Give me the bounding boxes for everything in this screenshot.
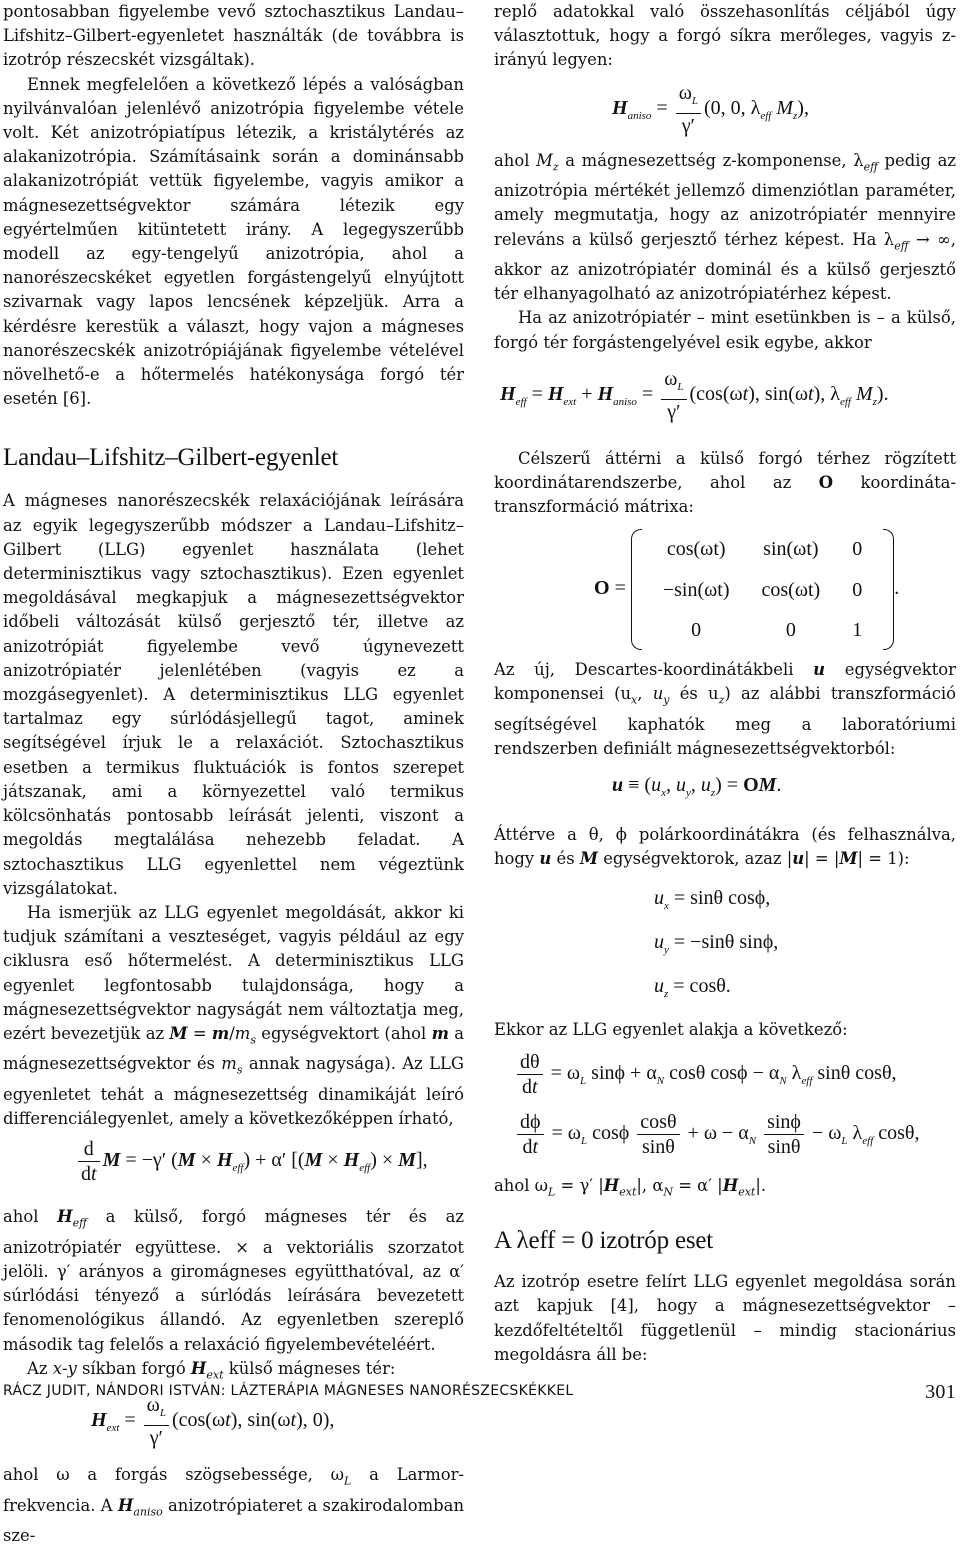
matrix-cell: cos(ωt): [666, 538, 726, 561]
matrix-cell: sin(ωt): [763, 538, 819, 561]
paragraph: ahol $M_z$ a mágnesezettség z-komponense, $\lambda_{eff}$ pedig az anizotrópia mértékét jellemző dimenziótlan paraméter, amely megmutatja, hogy az anizotrópiatér mennyire releváns a külső gerjesztő térhez képest. Ha $\lambda_{eff}$ → ∞, akkor az anizotrópiatér dominál és a külső gerjesztő tér elhanyagolható az anizotrópiatérhez képest.: [494, 150, 956, 304]
section-heading: A λeff = 0 izotróp eset: [494, 1227, 714, 1255]
page-number: 301: [925, 1381, 956, 1403]
paragraph: Ennek megfelelően a következő lépés a valóságban nyilvánvalóan jelenlévő anizotrópia figyelembe vétele volt. Két anizotrópiatípus létezik, a kristálytérés az alakanizotrópia. Számításaink során a dominánsabb alakanizotrópiát vettük figyelembe, vagyis amikor a mágnesezettségvektor számára létezik egy egyértelműen kitüntetett irány. A legegyszerűbb modell az egy-tengelyű anizotrópia, ahol a nanorészecskéket egyetlen forgástengelyű elnyújtott szivarnak vagy lapos lencsének képzeljük. Arra a kérdésre kerestük a választ, hogy vajon a mágneses nanorészecskék anizotrópiájának figyelembe vételével növelhető-e a hőtermelés hatékonysága forgó tér esetén [6].: [3, 74, 464, 409]
matrix-cell: −sin(ωt): [662, 578, 730, 601]
matrix-cell: 1: [852, 618, 863, 641]
paragraph: Célszerű áttérni a külső forgó térhez rögzített koordinátarendszerbe, ahol az O koordináta-transzformáció mátrixa:: [494, 448, 956, 517]
paragraph: Áttérve a θ, ϕ polárkoordinátákra (és felhasználva, hogy u és M egységvektorok, azaz |u| = |M| = 1):: [494, 825, 956, 869]
paragraph: A mágneses nanorészecskék relaxációjának leírására az egyik legegyszerűbb módszer a Landau–Lifshitz–Gilbert (LLG) egyenlet használata (lehet determinisztikus vagy sztochasztikus). Ezen egyenlet megoldásával megkapjuk a mágnesezettségvektor időbeli változását külső gerjesztő tér, illetve az anizotrópiát figyelembe vevő úgynevezett anizotrópiatér jelenlétében (vagyis ez a mozgásegyenlet). A determinisztikus LLG egyenlet tartalmaz egy súrlódásjellegű tagot, aminek segítségével írjuk le a relaxációt. Sztochasztikus esetben a termikus fluktuációk is fontos szerepet játszanak, ami a környezettel való termikus kölcsönhatás pontosabb leírását jelenti, viszont a megoldás megtalálása nehezebb feladat. A sztochasztikus LLG egyenlettel nem végeztünk vizsgálatokat.: [3, 491, 464, 898]
matrix-cell: 0: [785, 618, 796, 641]
matrix-cell: 0: [852, 538, 863, 561]
paragraph: replő adatokkal való összehasonlítás céljából úgy választottuk, hogy a forgó síkra merőleges, vagyis z-irányú legyen:: [494, 2, 956, 70]
external-field-equation: $H_{ext}$ = $\frac{\omega_L}{\gamma'}$ (cos(ωt), sin(ωt), 0),: [91, 1394, 335, 1450]
matrix-cell: cos(ωt): [761, 578, 821, 601]
effective-field-equation: $H_{eff} = H_{ext} + H_{aniso}$ = $\frac{\omega_L}{\gamma'}$ (cos(ωt), sin(ωt), $\lambda_{eff}$ $M_z$).: [500, 367, 889, 423]
anisotropy-field-equation: $H_{aniso}$ = $\frac{\omega_L}{\gamma'}$ (0, 0, $\lambda_{eff}$ $M_z$),: [612, 81, 809, 137]
left-column: [3, 0, 464, 1548]
phi-equation: $\frac{d\phi}{dt}$ = $\omega_L$ cosϕ $\frac{\cos\theta}{\sin\theta}$ + $\omega - \alpha_N$ $\frac{\sin\phi}{\sin\theta}$ − $\omega_L$ $\lambda_{eff}$ cosθ,: [514, 1110, 956, 1170]
unit-vector-equation: $u \equiv (u_x$, $u_y$, $u_z$) = OM.: [612, 774, 782, 800]
paragraph: ahol $\omega_L = \gamma'$ $|H_{ext}|$, $\alpha_N = \alpha'$ $|H_{ext}|$.: [494, 1175, 767, 1198]
paragraph: Az izotróp esetre felírt LLG egyenlet megoldása során azt kapjuk [4], hogy a mágnesezettségvektor – kezdőfeltételtől függetlenül – mindig stacionárius megoldásra áll be:: [494, 1272, 956, 1364]
matrix-cell: 0: [691, 618, 702, 641]
paragraph: ahol ω a forgás szögsebessége, $\omega_L$ a Larmor-frekvencia. A $H_{aniso}$ anizotrópiateret a szakirodalomban sze-: [3, 1465, 464, 1546]
right-column: [494, 0, 956, 1367]
paragraph: Ha az anizotrópiatér – mint esetünkben is – a külső, forgó tér forgástengelyével esik egybe, akkor: [494, 308, 956, 352]
paragraph: Ha ismerjük az LLG egyenlet megoldását, akkor ki tudjuk számítani a veszteséget, vagyis például az egy ciklusra eső hőtermelést. A determinisztikus LLG egyenlet legfontosabb tulajdonsága, hogy a mágnesezettségvektor nagyságát nem változtatja meg, ezért bevezetjük az $M = m/m_s$ egységvektort (ahol m a mágnesezettségvektor és $m_s$ annak nagysága). Az LLG egyenletet tehát a mágnesezettség dinamikáját leíró differenciálegyenlet, amely a következőképpen írható,: [3, 902, 464, 1129]
theta-equation: $\frac{d\theta}{dt}$ = $\omega_L$ $\sin\phi + \alpha_N$ cosθ $\cos\phi - \alpha_N$ $\lambda_{eff}$ sinθ cosθ,: [514, 1050, 956, 1106]
llg-equation: $\frac{d}{dt}$ M = −γ′ $(M \times H_{eff}) + \alpha'$ $[(M \times H_{eff}) \times M]$,: [75, 1137, 464, 1201]
footer-authors: RÁCZ JUDIT, NÁNDORI ISTVÁN: LÁZTERÁPIA MÁGNESES NANORÉSZECSKÉKKEL: [3, 1383, 574, 1399]
page-footer: [3, 1383, 956, 1403]
paragraph: ahol $H_{eff}$ a külső, forgó mágneses tér és az anizotrópiatér együttese. × a vektoriális szorzatot jelöli. γ′ arányos a giromágneses együtthatóval, az α′ súrlódási tényező a súrlódás leírására bevezetett fenomenológikus állandó. Az egyenletben szereplő második tag felelős a relaxáció figyelembevételéért.: [3, 1207, 464, 1354]
transformation-matrix: O = cos(ωt) sin(ωt) 0 −sin(ωt) cos(ωt) 0 0 0 1 .: [594, 529, 956, 650]
section-heading: Landau–Lifshitz–Gilbert-egyenlet: [3, 444, 339, 472]
polar-coordinates: $u_x = \sin\theta$ cosϕ, $u_y = -\sin\theta$ sinϕ, $u_z = \cos\theta$.: [654, 886, 779, 1000]
paragraph: pontosabban figyelembe vevő sztochasztikus Landau–Lifshitz–Gilbert-egyenletet használták (de továbbra is izotróp részecskét vizsgáltak).: [3, 2, 464, 70]
matrix-cell: 0: [852, 578, 863, 601]
paragraph: Az új, Descartes-koordinátákbeli u egységvektor komponensei ($u_x$, $u_y$ és $u_z$) az alábbi transzformáció segítségével kaphatók meg a laboratóriumi rendszerben definiált mágnesezettségvektorból:: [494, 660, 957, 758]
paragraph: Az x-y síkban forgó $H_{ext}$ külső mágneses tér:: [27, 1358, 396, 1382]
paragraph: Ekkor az LLG egyenlet alakja a következő:: [494, 1019, 848, 1039]
